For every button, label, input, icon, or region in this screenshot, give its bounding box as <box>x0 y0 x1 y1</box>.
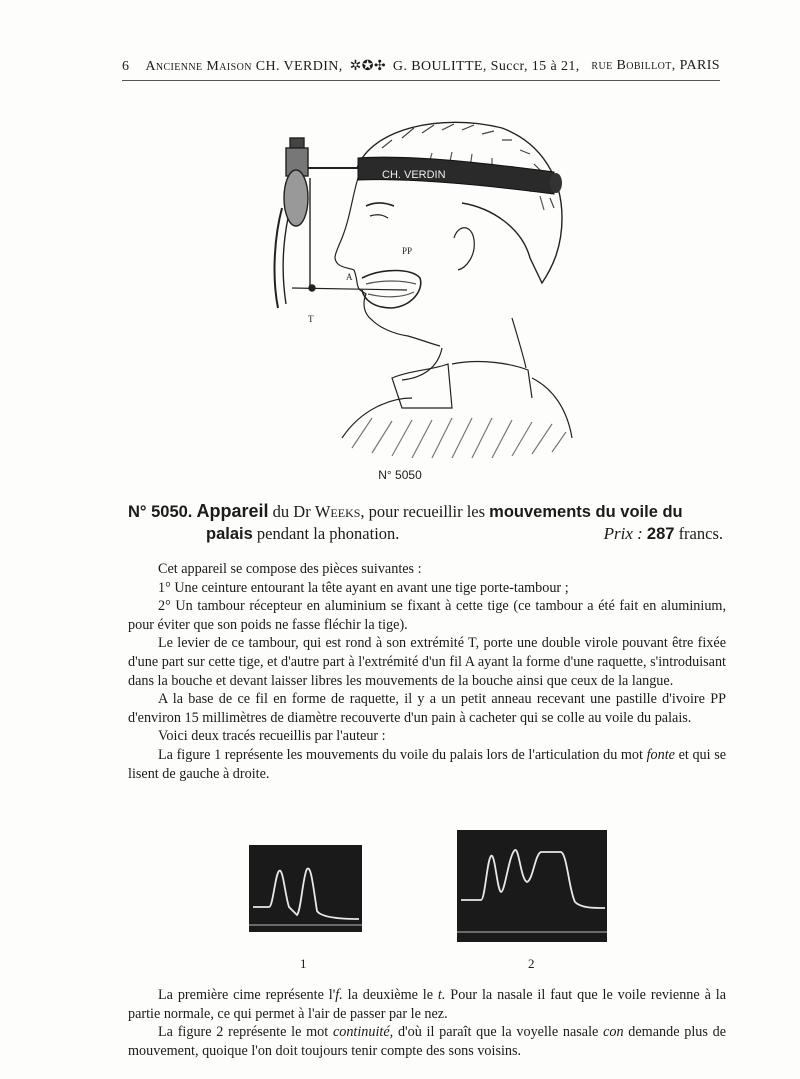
figure-1-label: 1 <box>300 956 307 971</box>
price-label: Prix : <box>603 524 643 543</box>
page-number: 6 <box>122 59 130 74</box>
paragraph: 1° Une ceinture entourant la tête ayant en avant une tige porte-tambour ; <box>158 579 569 596</box>
figure-caption: N° 5050 <box>378 468 422 482</box>
f2-text: La figure 2 représente le mot <box>158 1024 333 1041</box>
label-a: A <box>346 272 353 282</box>
paragraph: Le levier de ce tambour, qui est rond à son extrémité T, porte une double virole pouvant être fixée d'une part sur cette tige, et d'autre part à l'extrémité d'un fil A ayant la forme d'une raquette, s'introduisant dans la bouche et devant laisser libres les mouvements de la bouche ainsi que ceux de la langue. <box>128 635 726 689</box>
label-t: T <box>308 314 314 324</box>
f1-letter-f: f. <box>335 987 343 1003</box>
figure-discussion <box>128 986 726 1060</box>
maker-emblem-icon: ✲✪✣ <box>349 59 387 74</box>
p7-text-end: et qui se lisent de gauche à droite. <box>128 746 727 782</box>
f1-text-3: Pour la nasale il faut que le voile revienne à la partie normale, ce qui permet à l'air de passer par le nez. <box>128 987 726 1022</box>
f1-text-2: la deuxième le <box>342 987 438 1003</box>
product-title <box>128 500 723 545</box>
page-header <box>122 58 720 75</box>
f2-syllable: con <box>603 1024 624 1041</box>
label-pp: PP <box>402 246 413 256</box>
trace-figure-1 <box>249 845 362 932</box>
paragraph <box>128 746 726 783</box>
apparatus-illustration <box>262 108 582 468</box>
price <box>604 523 723 545</box>
title-dr: Dr <box>293 502 311 521</box>
f1-text: La première cime représente l' <box>158 987 336 1003</box>
header-mid: G. BOULITTE, Succr, 15 à 21, <box>392 59 580 74</box>
header-city: PARIS <box>679 58 720 73</box>
description <box>128 560 726 783</box>
title-mouvements: mouvements du voile du <box>489 503 683 521</box>
title-palais: palais <box>206 525 253 543</box>
title-pour: pour recueillir les <box>368 502 486 521</box>
figure-2-label: 2 <box>528 956 535 971</box>
title-du: du <box>272 502 290 521</box>
header-rule <box>122 80 720 81</box>
paragraph <box>128 986 726 1023</box>
header-street: rue Bobillot, <box>591 58 676 73</box>
paragraph: Cet appareil se compose des pièces suivantes : <box>158 561 422 577</box>
headband-label: CH. VERDIN <box>382 169 446 181</box>
paragraph: 2° Un tambour récepteur en aluminium se fixant à cette tige (ce tambour a été fait en aluminium, pour éviter que son poids ne fasse fléchir la tige). <box>128 598 726 633</box>
trace-figure-2 <box>457 830 607 942</box>
price-value: 287 <box>646 525 675 543</box>
f1-letter-t: t. <box>437 987 446 1003</box>
header-left: Ancienne Maison CH. VERDIN, <box>145 59 343 74</box>
paragraph: A la base de ce fil en forme de raquette, il y a un petit anneau recevant une pastille d'ivoire PP d'environ 15 millimètres de diamètre recouverte d'un pain à cacheter qui se colle au voile du palais. <box>128 691 726 726</box>
paragraph: Voici deux tracés recueillis par l'auteur : <box>158 728 386 745</box>
paragraph <box>128 1023 726 1060</box>
f2-word: continuité, <box>332 1024 394 1041</box>
product-number: N° 5050. <box>128 503 193 521</box>
f2-text-3: demande plus de mouvement, quoique l'on doit toujours tenir compte des sons voisins. <box>128 1024 727 1059</box>
product-name: Appareil <box>196 501 269 521</box>
f2-text-2: d'où il paraît que la voyelle nasale <box>393 1024 604 1041</box>
p7-text: La figure 1 représente les mouvements du voile du palais lors de l'articulation du mot <box>158 746 643 763</box>
title-pendant: pendant la phonation. <box>256 524 400 543</box>
title-author: Weeks, <box>314 502 365 521</box>
p7-word: fonte <box>646 746 675 763</box>
price-unit: francs. <box>678 524 723 543</box>
